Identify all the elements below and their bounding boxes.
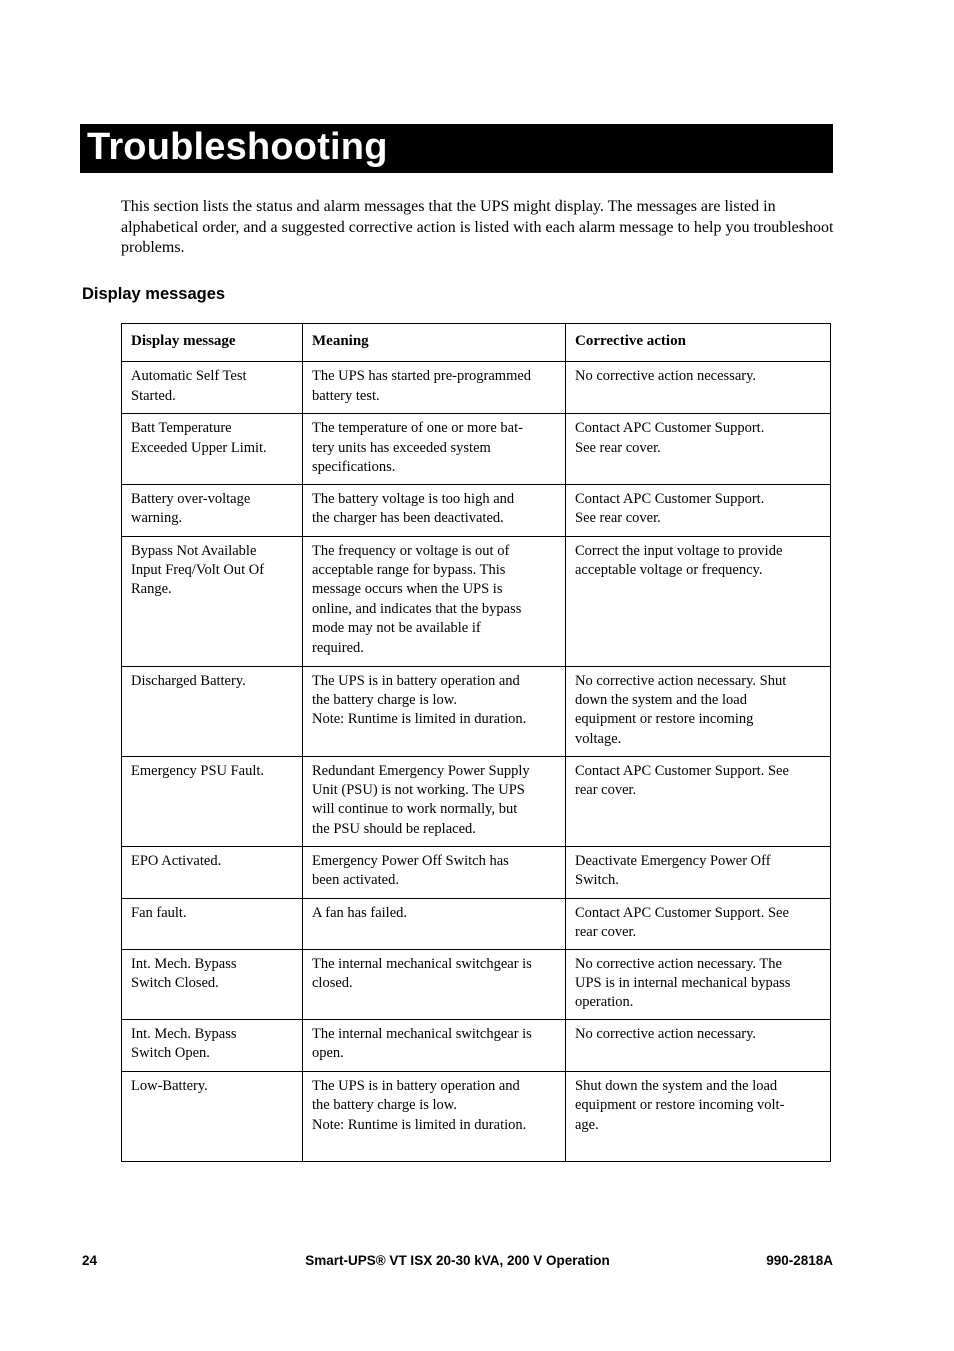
page-footer	[82, 1252, 833, 1272]
cell-text-line: See rear cover.	[575, 439, 661, 456]
cell-display-message	[122, 666, 303, 756]
cell-text-line: will continue to work normally, but	[312, 801, 518, 818]
cell-text-line: message occurs when the UPS is	[312, 581, 503, 598]
cell-text-line: Switch Open.	[131, 1045, 210, 1062]
cell-text-line: the charger has been deactivated.	[312, 510, 504, 527]
table-row	[122, 756, 831, 846]
cell-meaning	[303, 1019, 566, 1071]
title-bar	[80, 124, 833, 173]
column-header-meaning: Meaning	[303, 324, 566, 362]
cell-text-line: acceptable range for bypass. This	[312, 562, 506, 579]
table-row	[122, 846, 831, 898]
cell-text-line: See rear cover.	[575, 510, 661, 527]
cell-text-line: Bypass Not Available	[131, 542, 257, 559]
cell-text-line: Contact APC Customer Support. See	[575, 762, 789, 779]
cell-text-line: Emergency PSU Fault.	[131, 762, 265, 779]
cell-corrective-action	[566, 1019, 831, 1071]
cell-text-line: Automatic Self Test	[131, 368, 247, 385]
column-header-display-message: Display message	[122, 324, 303, 362]
table-row	[122, 1071, 831, 1161]
cell-text-line: No corrective action necessary.	[575, 1025, 757, 1042]
cell-text-line: Contact APC Customer Support.	[575, 420, 765, 437]
cell-text-line: Emergency Power Off Switch has	[312, 852, 509, 869]
cell-display-message	[122, 414, 303, 484]
cell-text-line: Batt Temperature	[131, 420, 232, 437]
cell-text-line: Switch.	[575, 872, 619, 889]
footer-document-number: 990-2818A	[766, 1253, 833, 1268]
cell-meaning	[303, 756, 566, 846]
cell-display-message	[122, 1071, 303, 1161]
cell-corrective-action	[566, 898, 831, 949]
cell-corrective-action	[566, 1071, 831, 1161]
cell-display-message	[122, 362, 303, 414]
cell-corrective-action	[566, 756, 831, 846]
cell-text-line: Input Freq/Volt Out Of	[131, 562, 265, 579]
table-row	[122, 949, 831, 1019]
cell-text-line: Fan fault.	[131, 904, 187, 921]
cell-display-message	[122, 484, 303, 536]
cell-text-line: Note: Runtime is limited in duration.	[312, 711, 527, 728]
cell-text-line: The battery voltage is too high and	[312, 490, 515, 507]
cell-text-line: The internal mechanical switchgear is	[312, 1025, 532, 1042]
cell-text-line: voltage.	[575, 730, 622, 747]
cell-text-line: UPS is in internal mechanical bypass	[575, 975, 791, 992]
cell-text-line: operation.	[575, 994, 634, 1011]
cell-text-line: closed.	[312, 975, 353, 992]
cell-text-line: The temperature of one or more bat-	[312, 420, 523, 437]
cell-text-line: Discharged Battery.	[131, 672, 246, 689]
display-messages-table	[121, 323, 831, 1162]
cell-meaning	[303, 898, 566, 949]
table-row	[122, 484, 831, 536]
cell-meaning	[303, 362, 566, 414]
footer-document-title: Smart-UPS® VT ISX 20-30 kVA, 200 V Operation	[305, 1253, 610, 1268]
cell-text-line: Low-Battery.	[131, 1077, 208, 1094]
cell-meaning	[303, 846, 566, 898]
cell-text-line: Exceeded Upper Limit.	[131, 439, 267, 456]
cell-corrective-action	[566, 846, 831, 898]
cell-text-line: EPO Activated.	[131, 852, 222, 869]
cell-display-message	[122, 846, 303, 898]
cell-text-line: required.	[312, 639, 364, 656]
cell-display-message	[122, 1019, 303, 1071]
cell-text-line: A fan has failed.	[312, 904, 408, 921]
cell-text-line: Battery over-voltage	[131, 490, 251, 507]
cell-text-line: Correct the input voltage to provide	[575, 542, 783, 559]
cell-display-message	[122, 756, 303, 846]
page-number: 24	[82, 1253, 98, 1268]
cell-meaning	[303, 949, 566, 1019]
cell-corrective-action	[566, 362, 831, 414]
page-title: Troubleshooting	[87, 126, 388, 168]
cell-text-line: Redundant Emergency Power Supply	[312, 762, 530, 779]
cell-text-line: the battery charge is low.	[312, 692, 457, 709]
table-row	[122, 898, 831, 949]
cell-text-line: mode may not be available if	[312, 620, 481, 637]
cell-text-line: tery units has exceeded system	[312, 439, 491, 456]
cell-text-line: battery test.	[312, 387, 380, 404]
cell-corrective-action	[566, 666, 831, 756]
cell-text-line: age.	[575, 1116, 599, 1133]
cell-text-line: open.	[312, 1045, 344, 1062]
cell-text-line: No corrective action necessary.	[575, 368, 757, 385]
cell-text-line: Deactivate Emergency Power Off	[575, 852, 771, 869]
cell-meaning	[303, 536, 566, 666]
cell-text-line: Int. Mech. Bypass	[131, 1025, 237, 1042]
cell-text-line: been activated.	[312, 872, 399, 889]
section-heading: Display messages	[82, 285, 226, 303]
cell-corrective-action	[566, 414, 831, 484]
cell-display-message	[122, 536, 303, 666]
table-row	[122, 1019, 831, 1071]
cell-meaning	[303, 484, 566, 536]
cell-text-line: down the system and the load	[575, 692, 747, 709]
cell-corrective-action	[566, 536, 831, 666]
cell-text-line: Switch Closed.	[131, 975, 219, 992]
table-row	[122, 362, 831, 414]
cell-text-line: acceptable voltage or frequency.	[575, 562, 763, 579]
cell-text-line: equipment or restore incoming volt-	[575, 1097, 785, 1114]
cell-text-line: warning.	[131, 510, 183, 527]
table-header-row	[122, 324, 831, 362]
intro-paragraph: This section lists the status and alarm messages that the UPS might display. The messages are listed in alphabetical order, and a suggested corrective action is listed with each alarm message to help you troubleshoot problems.	[121, 198, 834, 256]
cell-text-line: Started.	[131, 387, 176, 404]
cell-text-line: specifications.	[312, 459, 396, 476]
cell-text-line: rear cover.	[575, 782, 637, 799]
cell-text-line: Contact APC Customer Support.	[575, 490, 765, 507]
cell-text-line: No corrective action necessary. Shut	[575, 672, 787, 689]
cell-corrective-action	[566, 484, 831, 536]
table-body	[122, 362, 831, 1161]
table-row	[122, 414, 831, 484]
cell-text-line: Range.	[131, 581, 172, 598]
table-row	[122, 536, 831, 666]
cell-text-line: The UPS has started pre-programmed	[312, 368, 532, 385]
cell-meaning	[303, 414, 566, 484]
cell-text-line: The frequency or voltage is out of	[312, 542, 510, 559]
cell-text-line: Shut down the system and the load	[575, 1077, 778, 1094]
cell-text-line: Contact APC Customer Support. See	[575, 904, 789, 921]
cell-text-line: Note: Runtime is limited in duration.	[312, 1116, 527, 1133]
cell-text-line: the battery charge is low.	[312, 1097, 457, 1114]
cell-text-line: No corrective action necessary. The	[575, 955, 782, 972]
cell-meaning	[303, 1071, 566, 1161]
cell-text-line: The UPS is in battery operation and	[312, 672, 520, 689]
cell-text-line: Unit (PSU) is not working. The UPS	[312, 782, 525, 799]
cell-text-line: online, and indicates that the bypass	[312, 600, 522, 617]
cell-corrective-action	[566, 949, 831, 1019]
cell-text-line: The internal mechanical switchgear is	[312, 955, 532, 972]
column-header-corrective-action: Corrective action	[566, 324, 831, 362]
cell-text-line: Int. Mech. Bypass	[131, 955, 237, 972]
cell-meaning	[303, 666, 566, 756]
cell-text-line: The UPS is in battery operation and	[312, 1077, 520, 1094]
cell-display-message	[122, 898, 303, 949]
cell-text-line: the PSU should be replaced.	[312, 820, 476, 837]
cell-text-line: rear cover.	[575, 924, 637, 941]
table-row	[122, 666, 831, 756]
cell-display-message	[122, 949, 303, 1019]
cell-text-line: equipment or restore incoming	[575, 711, 754, 728]
